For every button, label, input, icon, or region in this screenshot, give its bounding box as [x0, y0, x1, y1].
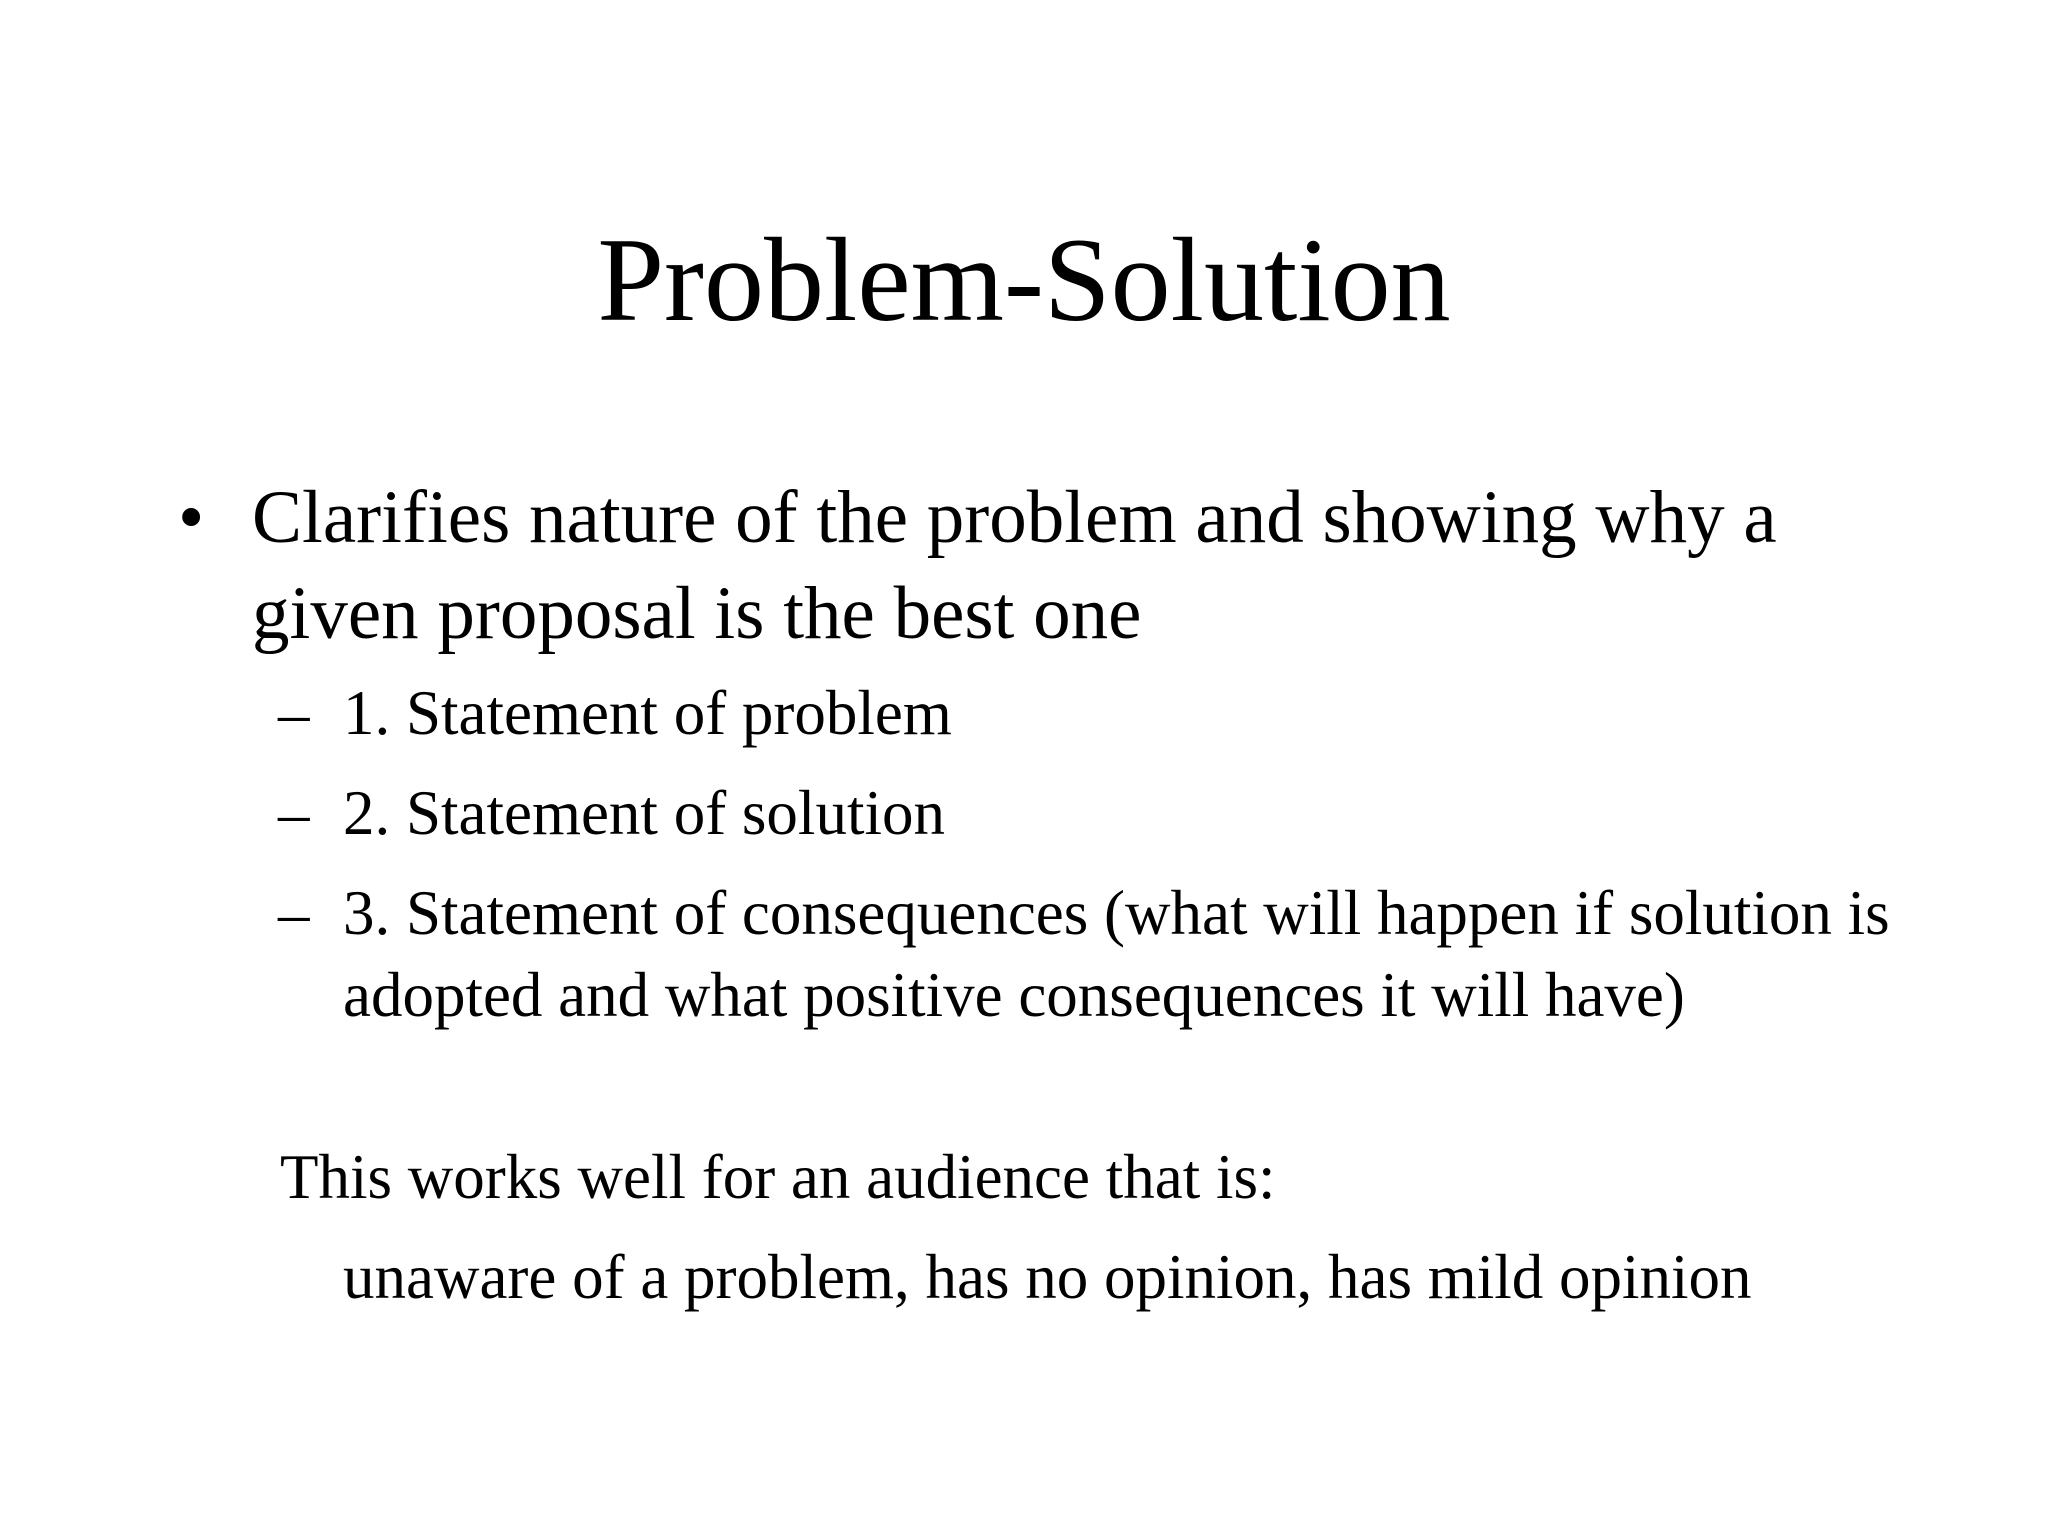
- sub-item-text: 2. Statement of solution: [343, 778, 945, 848]
- audience-note: This works well for an audience that is:: [280, 1142, 1276, 1212]
- bullet-marker: •: [178, 476, 205, 559]
- dash-marker: –: [278, 778, 310, 848]
- sub-item-text: 1. Statement of problem: [343, 678, 952, 748]
- slide-title: Problem-Solution: [597, 213, 1451, 346]
- dash-marker: –: [278, 878, 310, 948]
- audience-note-detail: unaware of a problem, has no opinion, has mild opinion: [343, 1242, 1752, 1312]
- sub-item-text: 3. Statement of consequences (what will happen if solution is adopted and what positive consequences it will have): [343, 878, 1890, 1030]
- main-bullet-text: Clarifies nature of the problem and showing why a given proposal is the best one: [252, 476, 1777, 655]
- dash-marker: –: [278, 678, 310, 748]
